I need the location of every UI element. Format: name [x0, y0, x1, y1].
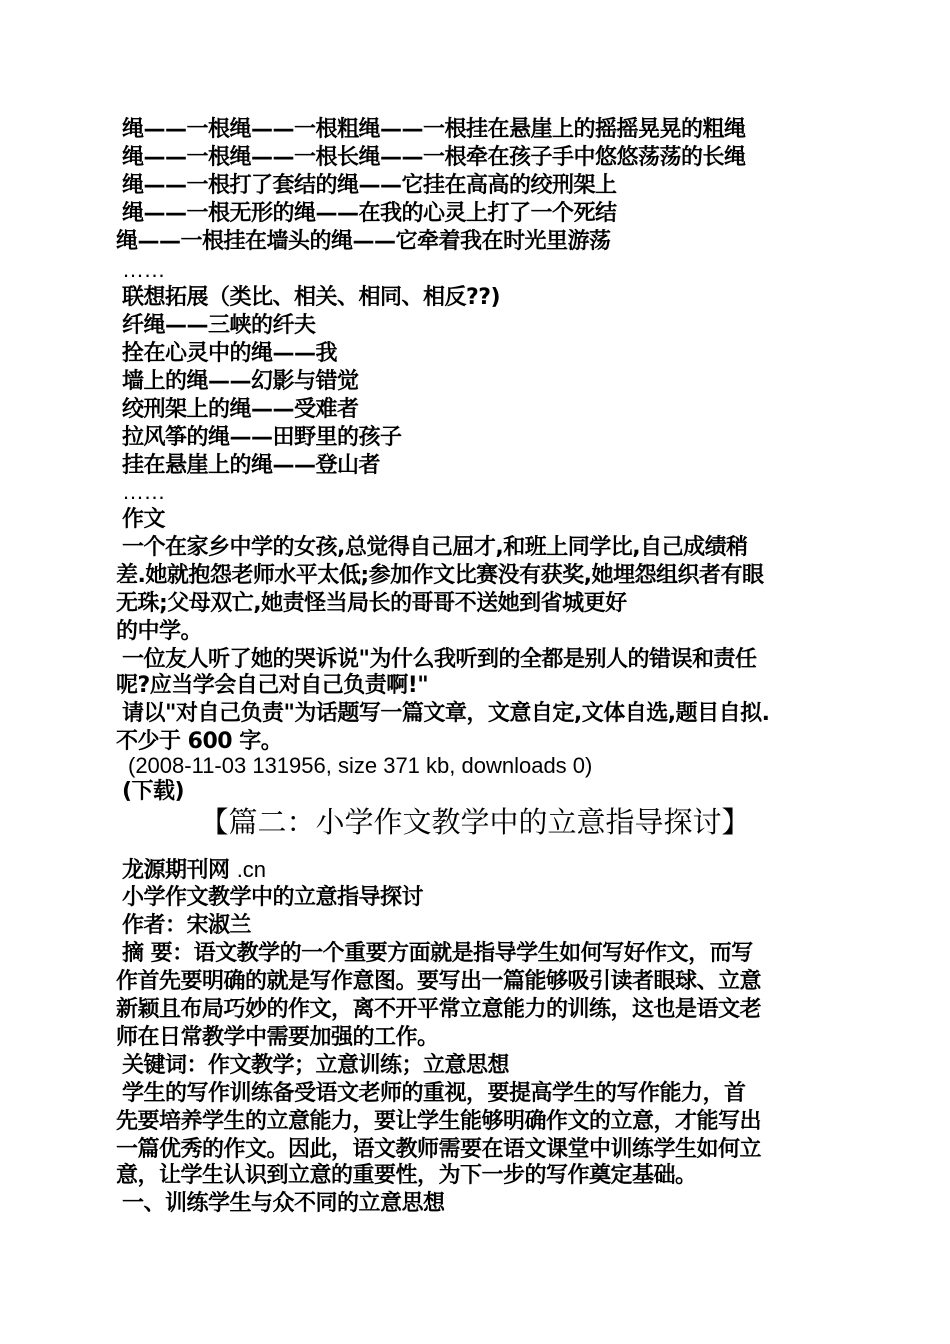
source-domain: .cn — [236, 857, 267, 882]
association-line-4: 绞刑架上的绳——受难者 — [122, 397, 359, 422]
rope-line-1: 绳——一根绳——一根粗绳——一根挂在悬崖上的摇摇晃晃的粗绳 — [122, 117, 746, 142]
body-line-1: 学生的写作训练备受语文老师的重视，要提高学生的写作能力，首 — [122, 1081, 746, 1106]
abstract-line-2: 作首先要明确的就是写作意图。要写出一篇能够吸引读者眼球、立意 — [116, 969, 762, 994]
essay-line-4: 的中学。 — [116, 619, 203, 644]
source-name: 龙源期刊网 — [122, 858, 230, 883]
rope-line-5: 绳——一根挂在墙头的绳——它牵着我在时光里游荡 — [116, 229, 611, 254]
essay-line-5: 一位友人听了她的哭诉说"为什么我听到的全都是别人的错误和责任 — [122, 647, 757, 672]
association-line-1: 纤绳——三峡的纤夫 — [122, 313, 316, 338]
association-title: 联想拓展（类比、相关、相同、相反??) — [122, 285, 501, 310]
ellipsis-2: …… — [122, 479, 165, 504]
source-line — [122, 856, 266, 885]
body-line-3: 一篇优秀的作文。因此，语文教师需要在语文课堂中训练学生如何立 — [116, 1137, 762, 1162]
abstract-line-3: 新颖且布局巧妙的作文，离不开平常立意能力的训练，这也是语文老 — [116, 997, 762, 1022]
essay-line-3: 无珠;父母双亡,她责怪当局长的哥哥不送她到省城更好 — [116, 591, 627, 616]
keywords-line: 关键词：作文教学；立意训练；立意思想 — [122, 1053, 510, 1078]
author-line: 作者：宋淑兰 — [122, 913, 252, 938]
association-line-2: 拴在心灵中的绳——我 — [122, 341, 338, 366]
body-line-4: 意，让学生认识到立意的重要性，为下一步的写作奠定基础。 — [116, 1163, 697, 1188]
association-line-6: 挂在悬崖上的绳——登山者 — [122, 453, 381, 478]
body-line-2: 先要培养学生的立意能力，要让学生能够明确作文的立意，才能写出 — [116, 1109, 762, 1134]
essay-line-6: 呢?应当学会自己对自己负责啊!" — [116, 673, 429, 698]
section-heading: 【篇二：小学作文教学中的立意指导探讨】 — [199, 805, 751, 839]
article-title: 小学作文教学中的立意指导探讨 — [122, 885, 424, 910]
essay-line-8: 不少于 600 字。 — [116, 729, 283, 754]
essay-line-2: 差.她就抱怨老师水平太低;参加作文比赛没有获奖,她埋怨组织者有眼 — [116, 563, 764, 588]
essay-line-7: 请以"对自己负责"为话题写一篇文章，文意自定,文体自选,题目自拟. — [122, 701, 770, 726]
association-line-3: 墙上的绳——幻影与错觉 — [122, 369, 359, 394]
abstract-line-1: 摘 要：语文教学的一个重要方面就是指导学生如何写好作文，而写 — [122, 941, 753, 966]
download-link[interactable]: (下载) — [122, 779, 185, 804]
rope-line-2: 绳——一根绳——一根长绳——一根牵在孩子手中悠悠荡荡的长绳 — [122, 145, 746, 170]
essay-title: 作文 — [122, 507, 166, 532]
rope-line-3: 绳——一根打了套结的绳——它挂在高高的绞刑架上 — [122, 173, 617, 198]
section-one-heading: 一、训练学生与众不同的立意思想 — [122, 1191, 445, 1216]
abstract-line-4: 师在日常教学中需要加强的工作。 — [116, 1025, 439, 1050]
rope-line-4: 绳——一根无形的绳——在我的心灵上打了一个死结 — [122, 201, 617, 226]
ellipsis-1: …… — [122, 257, 165, 282]
essay-line-1: 一个在家乡中学的女孩,总觉得自己屈才,和班上同学比,自己成绩稍 — [122, 535, 748, 560]
association-line-5: 拉风筝的绳——田野里的孩子 — [122, 425, 402, 450]
file-meta: (2008-11-03 131956, size 371 kb, downloads 0) — [128, 753, 593, 778]
